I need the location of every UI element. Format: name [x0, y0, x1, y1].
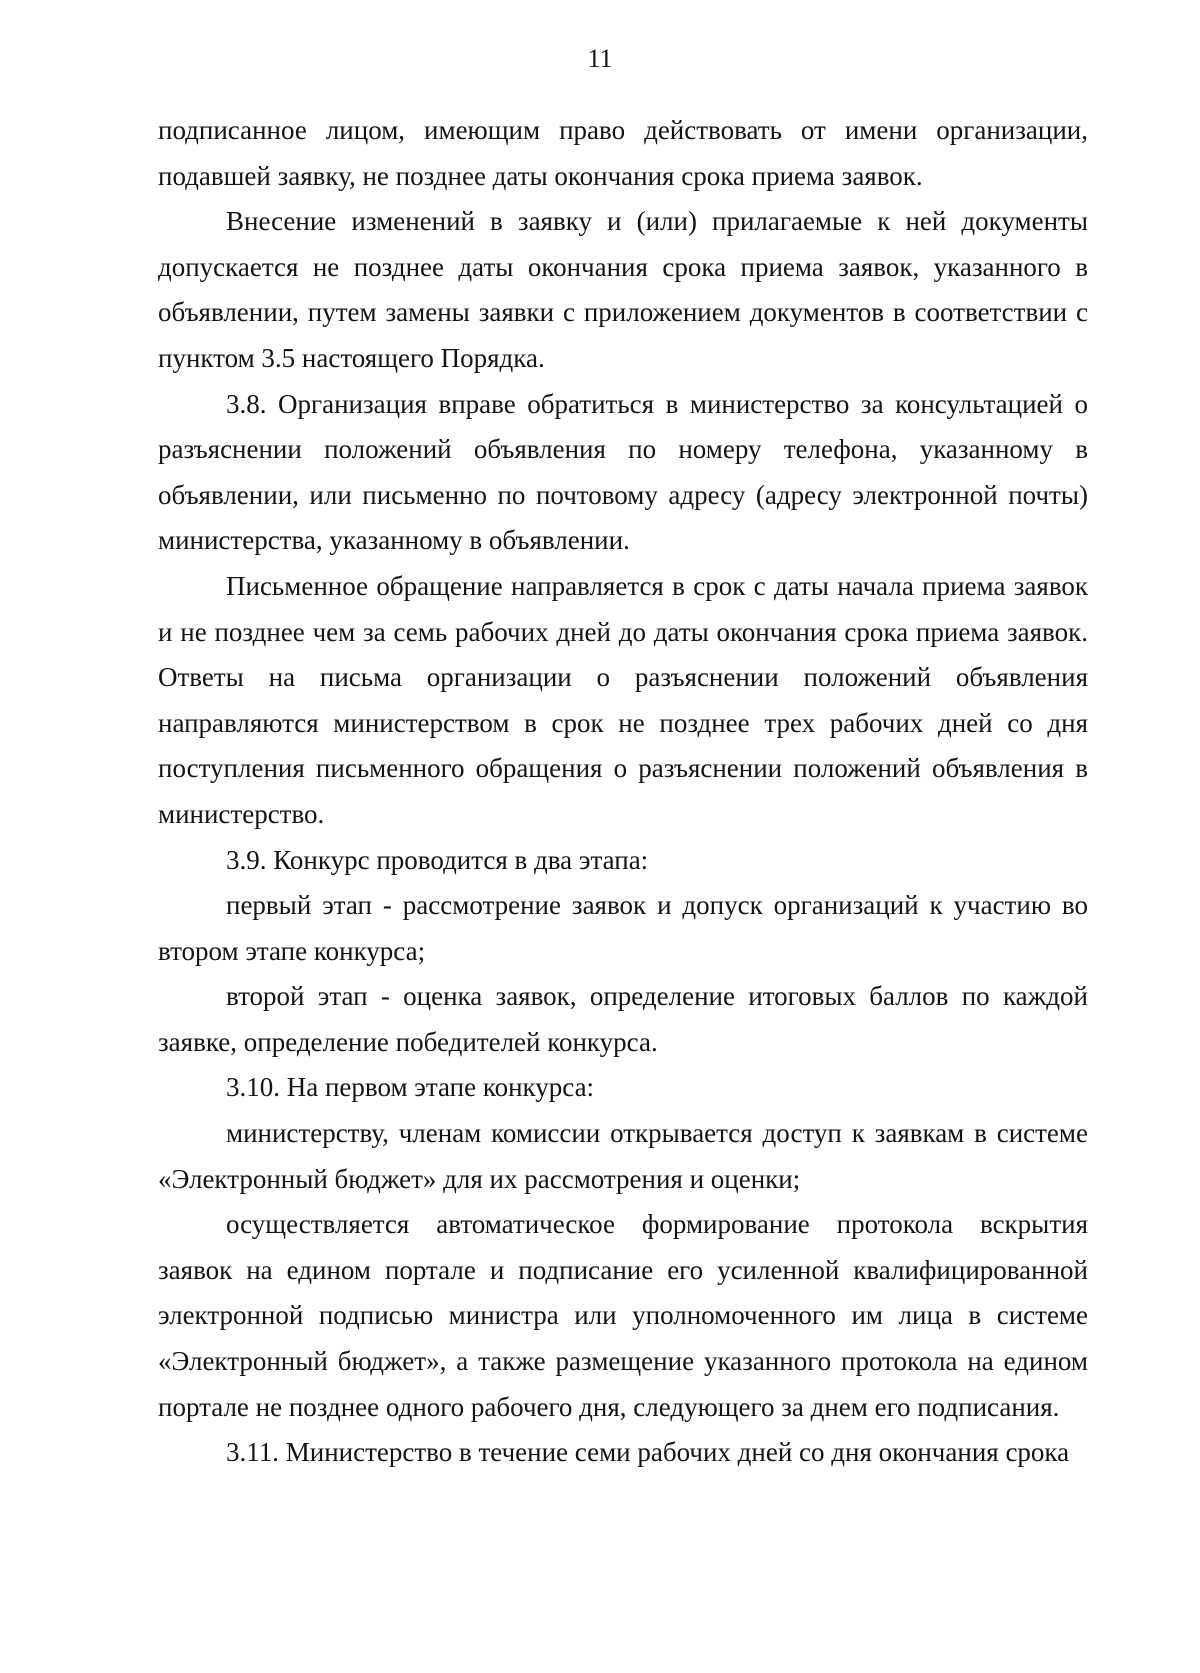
paragraph-3-10: 3.10. На первом этапе конкурса: [226, 1072, 595, 1103]
paragraph-continuation: подписанное лицом, имеющим право действовать от имени организации, подавшей заявку, не позднее даты окончания срока приема заявок. [158, 115, 1088, 191]
paragraph-access: министерству, членам комиссии открывается доступ к заявкам в системе «Электронный бюджет» для их рассмотрения и оценки; [158, 1118, 1088, 1194]
paragraph-3-9: 3.9. Конкурс проводится в два этапа: [226, 844, 649, 875]
paragraph-first-stage: первый этап - рассмотрение заявок и допуск организаций к участию во втором этапе конкурса; [158, 890, 1088, 966]
page-number: 11 [587, 44, 613, 73]
paragraph-3-8: 3.8. Организация вправе обратиться в министерство за консультацией о разъяснении положений объявления по номеру телефона, указанному в объявлении, или письменно по почтовому адресу (адресу электронной почты) министерства, указанному в объявлении. [158, 388, 1088, 556]
document-body [158, 108, 1088, 1476]
paragraph-second-stage: второй этап - оценка заявок, определение итоговых баллов по каждой заявке, определение победителей конкурса. [158, 981, 1088, 1057]
paragraph-protocol: осуществляется автоматическое формирование протокола вскрытия заявок на едином портале и подписание его усиленной квалифицированной электронной подписью министра или уполномоченного им лица в системе «Электронный бюджет», а также размещение указанного протокола на едином портале не позднее одного рабочего дня, следующего за днем его подписания. [158, 1209, 1088, 1422]
paragraph-3-11: 3.11. Министерство в течение семи рабочих дней со дня окончания срока [226, 1437, 1070, 1468]
paragraph-amendments: Внесение изменений в заявку и (или) прилагаемые к ней документы допускается не позднее даты окончания срока приема заявок, указанного в объявлении, путем замены заявки с приложением документов в соответствии с пунктом 3.5 настоящего Порядка. [158, 206, 1088, 373]
paragraph-written-request: Письменное обращение направляется в срок с даты начала приема заявок и не позднее чем за семь рабочих дней до даты окончания срока приема заявок. Ответы на письма организации о разъяснении положений объявления направляются министерством в срок не позднее трех рабочих дней со дня поступления письменного обращения о разъяснении положений объявления в министерство. [158, 570, 1088, 829]
